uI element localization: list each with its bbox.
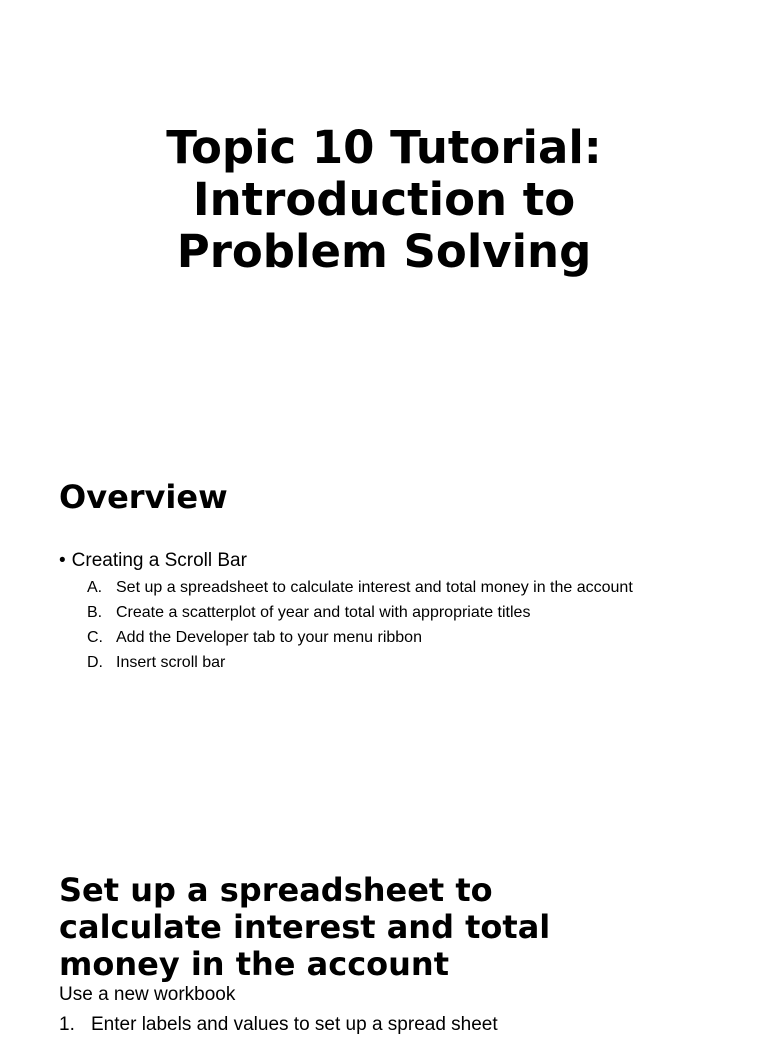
- bullet-icon: •: [59, 550, 66, 571]
- setup-slide: [0, 860, 768, 1035]
- title-line: Problem Solving: [176, 225, 592, 278]
- bullet-text: Creating a Scroll Bar: [71, 550, 247, 571]
- list-item-text: Create a scatterplot of year and total with appropriate titles: [116, 604, 531, 621]
- list-item-text: Insert scroll bar: [116, 654, 226, 671]
- list-marker: A.: [87, 579, 103, 596]
- list-item-text: Set up a spreadsheet to calculate interest and total money in the account: [116, 579, 633, 596]
- bullet-item: [59, 549, 247, 573]
- sub-list-item: [87, 602, 633, 627]
- sub-list-item: [87, 627, 633, 652]
- setup-heading: [59, 872, 679, 983]
- setup-subtitle: Use a new workbook: [59, 984, 236, 1005]
- title-line: Topic 10 Tutorial:: [166, 121, 602, 174]
- heading-line: money in the account: [59, 945, 449, 983]
- step-number: 1.: [59, 1014, 75, 1035]
- step-item: [59, 1013, 498, 1037]
- sub-list-item: [87, 652, 633, 677]
- slide-title: [0, 122, 768, 278]
- title-slide: [0, 0, 768, 390]
- overview-slide: [0, 450, 768, 850]
- overview-heading: Overview: [59, 478, 228, 516]
- list-marker: D.: [87, 654, 103, 671]
- list-marker: C.: [87, 629, 103, 646]
- list-item-text: Add the Developer tab to your menu ribbon: [116, 629, 422, 646]
- title-line: Introduction to: [192, 173, 576, 226]
- heading-line: Set up a spreadsheet to: [59, 871, 493, 909]
- step-text: Enter labels and values to set up a spread sheet: [91, 1014, 498, 1035]
- sub-list: [87, 577, 633, 677]
- heading-line: calculate interest and total: [59, 908, 551, 946]
- list-marker: B.: [87, 604, 103, 621]
- sub-list-item: [87, 577, 633, 602]
